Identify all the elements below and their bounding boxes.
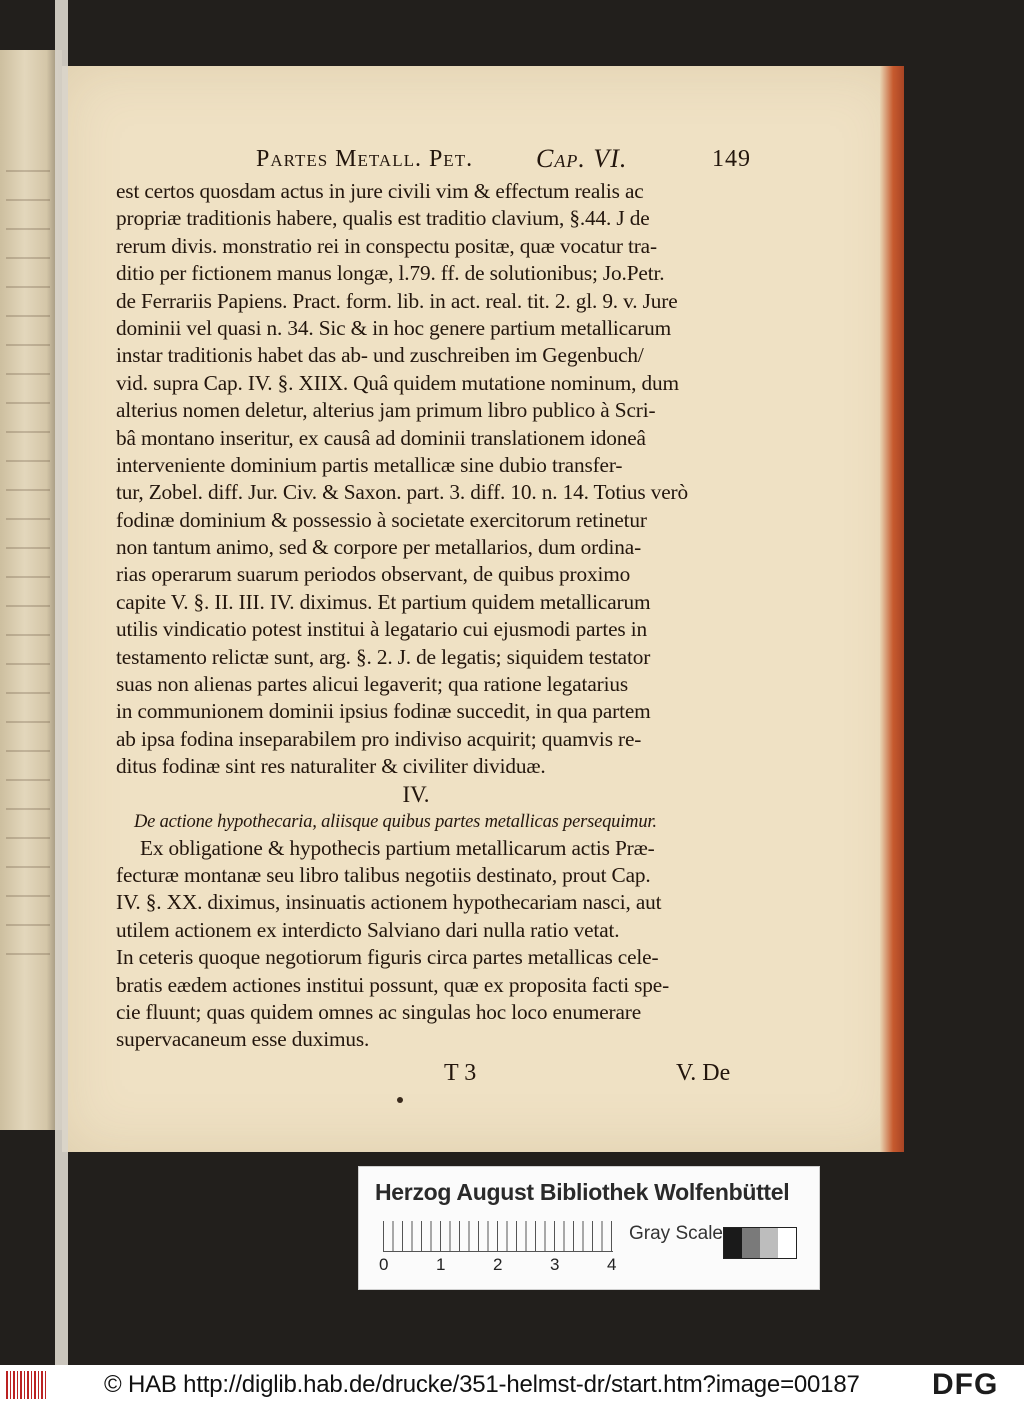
gray-swatch xyxy=(742,1228,760,1258)
body-paragraph xyxy=(116,178,746,781)
gray-swatch xyxy=(724,1228,742,1258)
text-line: utilem actionem ex interdicto Salviano dari nulla ratio vetat. xyxy=(116,917,620,942)
running-title: Partes Metall. Pet. xyxy=(256,146,474,172)
text-line: cie fluunt; quas quidem omnes ac singulas hoc loco enumerare xyxy=(116,999,642,1024)
page-number: 149 xyxy=(712,146,751,172)
page-red-edge xyxy=(880,66,904,1152)
page-ribbon xyxy=(55,0,68,1365)
ruler-number: 2 xyxy=(493,1255,503,1274)
text-line: capite V. §. II. III. IV. diximus. Et partium quidem metallicarum xyxy=(116,589,651,614)
text-line: IV. §. XX. diximus, insinuatis actionem hypothecariam nasci, aut xyxy=(116,890,662,915)
ruler-number: 1 xyxy=(436,1255,446,1274)
section-number: IV. xyxy=(402,781,430,807)
ruler-baseline xyxy=(383,1251,613,1252)
signature-mark: T 3 xyxy=(444,1059,477,1086)
text-line: rerum divis. monstratio rei in conspectu positæ, quæ vocatur tra- xyxy=(116,233,657,258)
section-paragraph xyxy=(116,835,746,1054)
text-line: testamento relictæ sunt, arg. §. 2. J. de legatis; siquidem testator xyxy=(116,644,651,669)
text-line: instar traditionis habet das ab- und zuschreiben im Gegenbuch/ xyxy=(116,343,644,368)
text-line: in communionem dominii ipsius fodinæ succedit, in qua partem xyxy=(116,699,651,724)
text-line: ditus fodinæ sint res naturaliter & civiliter dividuæ. xyxy=(116,754,546,779)
text-line: supervacaneum esse duximus. xyxy=(116,1027,370,1052)
ink-dot xyxy=(397,1097,403,1103)
dfg-logo: DFG xyxy=(932,1368,999,1401)
library-name: Herzog August Bibliothek Wolfenbüttel xyxy=(375,1179,790,1205)
section-title: De actione hypothecaria, aliisque quibus partes metallicas persequimur. xyxy=(134,811,657,832)
text-line: suas non alienas partes alicui legaverit; qua ratione legatarius xyxy=(116,672,628,697)
text-line: propriæ traditionis habere, qualis est traditio clavium, §.44. J de xyxy=(116,206,650,231)
text-line: alterius nomen deletur, alterius jam primum libro publico à Scri- xyxy=(116,398,656,423)
text-line: utilis vindicatio potest institui à legatario cui ejusmodi partes in xyxy=(116,617,647,642)
text-line: de Ferrariis Papiens. Pract. form. lib. in act. real. tit. 2. gl. 9. v. Jure xyxy=(116,288,678,313)
page-text xyxy=(116,140,751,1090)
copyright-link[interactable]: © HAB http://diglib.hab.de/drucke/351-helmst-dr/start.htm?image=00187 xyxy=(104,1371,860,1398)
text-line: dominii vel quasi n. 34. Sic & in hoc genere partium metallicarum xyxy=(116,315,672,340)
library-label xyxy=(358,1166,820,1290)
previous-page-text-traces xyxy=(6,170,50,970)
text-line: est certos quosdam actus in jure civili vim & effectum realis ac xyxy=(116,179,644,203)
text-line: bâ montano inseritur, ex causâ ad dominii translationem idoneâ xyxy=(116,425,646,450)
ruler-number: 0 xyxy=(379,1255,389,1274)
scale-ruler xyxy=(383,1221,613,1251)
text-line: rias operarum suarum periodos observant, de quibus proximo xyxy=(116,562,631,587)
text-line: In ceteris quoque negotiorum figuris circa partes metallicas cele- xyxy=(116,945,659,970)
text-line: ab ipsa fodina inseparabilem pro indiviso acquirit; quamvis re- xyxy=(116,726,642,751)
gray-swatch xyxy=(778,1228,796,1258)
text-line: fodinæ dominium & possessio à societate exercitorum retinetur xyxy=(116,507,647,532)
bottom-bar xyxy=(0,1365,1024,1405)
text-line: Ex obligatione & hypothecis partium metallicarum actis Præ- xyxy=(140,835,655,860)
gray-scale-swatches xyxy=(723,1227,797,1259)
gray-swatch xyxy=(760,1228,778,1258)
ruler-number: 4 xyxy=(607,1255,617,1274)
ruler-number: 3 xyxy=(550,1255,560,1274)
previous-page-edge xyxy=(0,50,62,1130)
text-line: fecturæ montanæ seu libro talibus negotiis destinato, prout Cap. xyxy=(116,862,651,887)
chapter-label: Cap. VI. xyxy=(536,144,628,173)
hab-logo-icon xyxy=(6,1371,46,1399)
text-line: tur, Zobel. diff. Jur. Civ. & Saxon. part. 3. diff. 10. n. 14. Totius verò xyxy=(116,480,688,505)
text-line: ditio per fictionem manus longæ, l.79. ff. de solutionibus; Jo.Petr. xyxy=(116,261,665,286)
running-header xyxy=(116,140,751,178)
text-line: interveniente dominium partis metallicæ sine dubio transfer- xyxy=(116,452,623,477)
text-line: non tantum animo, sed & corpore per metallarios, dum ordina- xyxy=(116,535,642,560)
page-footer xyxy=(116,1054,746,1090)
catchword: V. De xyxy=(676,1059,731,1086)
text-line: vid. supra Cap. IV. §. XIIX. Quâ quidem mutatione nominum, dum xyxy=(116,370,679,395)
text-line: bratis eædem actiones institui possunt, quæ ex proposita facti spe- xyxy=(116,972,670,997)
gray-scale-label: Gray Scale xyxy=(629,1223,723,1244)
